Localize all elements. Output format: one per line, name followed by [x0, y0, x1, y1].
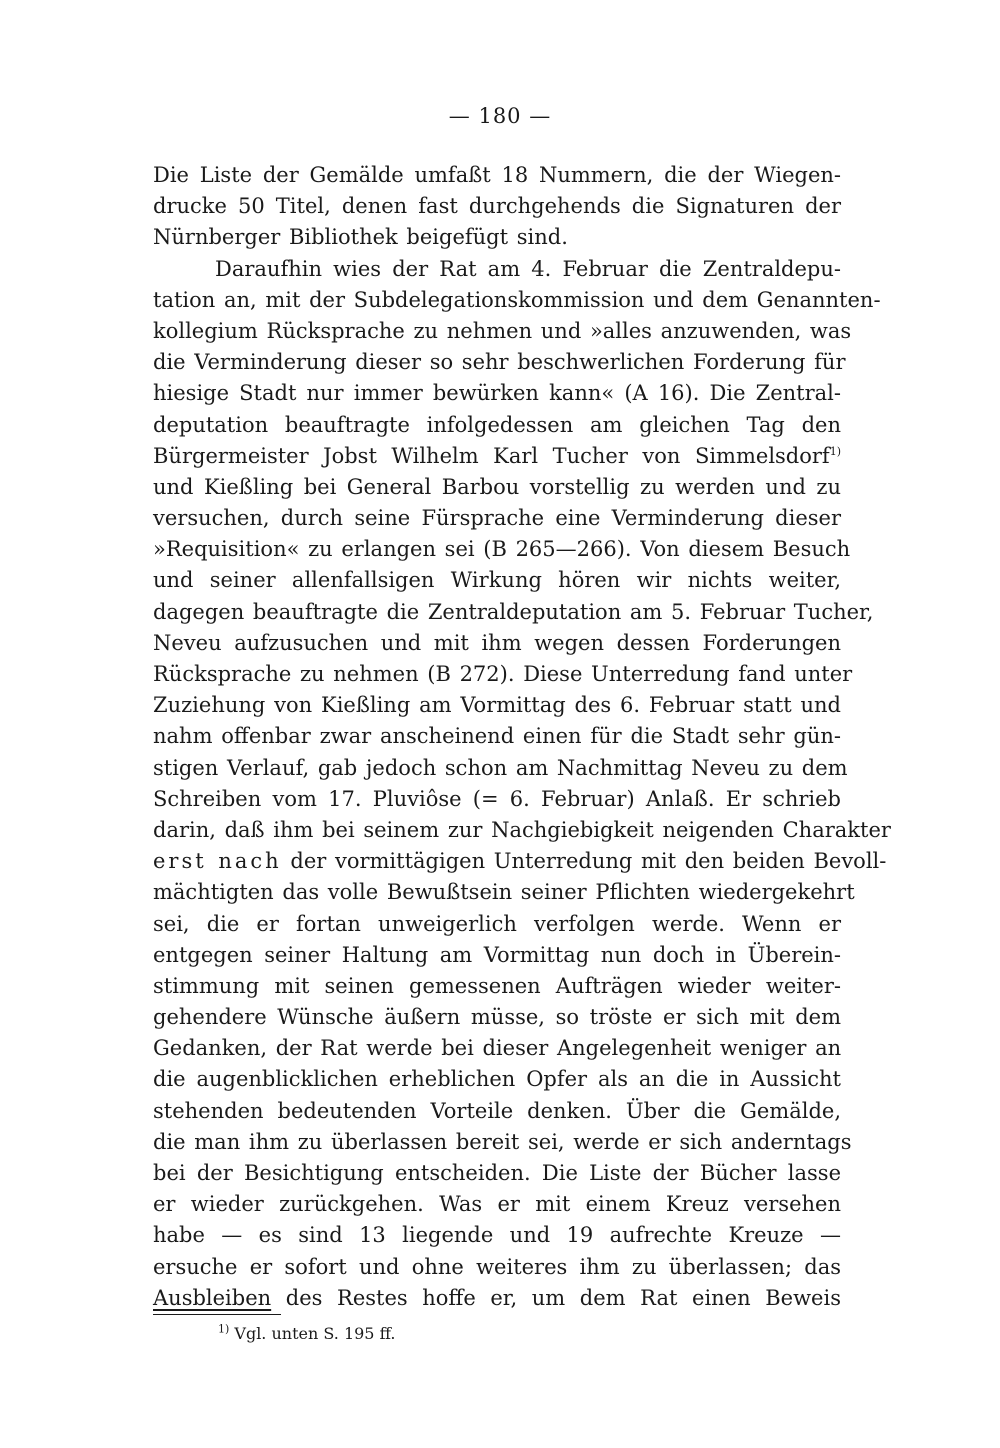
page-number: — 180 — — [448, 104, 552, 128]
text-line: stigen Verlauf, gab jedoch schon am Nachmittag Neveu zu dem — [153, 755, 848, 780]
text-line: gehendere Wünsche äußern müsse, so tröste er sich mit dem — [153, 1005, 841, 1030]
text-line: dagegen beauftragte die Zentraldeputation am 5. Februar Tucher, — [153, 599, 874, 624]
text-line: die man ihm zu überlassen bereit sei, werde er sich anderntags — [153, 1129, 852, 1154]
text-segment: Bürgermeister Jobst Wilhelm Karl Tucher von Simmelsdorf — [153, 443, 830, 468]
text-line: »Requisition« zu erlangen sei (B 265—266). Von diesem Besuch — [153, 537, 851, 562]
text-line: Neveu aufzusuchen und mit ihm wegen dessen Forderungen — [153, 630, 841, 655]
text-line: bei der Besichtigung entscheiden. Die Liste der Bücher lasse — [153, 1161, 841, 1185]
text-line: er wieder zurückgehen. Was er mit einem Kreuz versehen — [153, 1192, 841, 1217]
text-line: tation an, mit der Subdelegationskommission und dem Genannten- — [153, 287, 881, 312]
text-line: ersuche er sofort und ohne weiteres ihm zu überlassen; das — [153, 1254, 841, 1279]
text-line: hiesige Stadt nur immer bewürken kann« (A 16). Die Zentral- — [153, 381, 841, 406]
text-segment: der vormittägigen Unterredung mit den beiden Bevoll- — [290, 849, 887, 874]
text-line: drucke 50 Titel, denen fast durchgehends die Signaturen der — [153, 194, 841, 219]
text-line: entgegen seiner Haltung am Vormittag nun doch in Überein- — [153, 942, 841, 967]
text-line: Rücksprache zu nehmen (B 272). Diese Unterredung fand unter — [153, 662, 853, 686]
text-line: Gedanken, der Rat werde bei dieser Angelegenheit weniger an — [153, 1036, 842, 1061]
text-line: Daraufhin wies der Rat am 4. Februar die Zentraldepu- — [215, 256, 841, 281]
text-line: deputation beauftragte infolgedessen am gleichen Tag den — [153, 412, 841, 437]
text-line: stehenden bedeutenden Vorteile denken. Über die Gemälde, — [153, 1098, 841, 1123]
body-text — [153, 160, 891, 1314]
text-line: versuchen, durch seine Fürsprache eine Verminderung dieser — [153, 506, 841, 531]
text-segment: des Restes hoffe er, um dem Rat einen Beweis — [285, 1285, 841, 1310]
text-line: Zuziehung von Kießling am Vormittag des 6. Februar statt und — [153, 693, 841, 718]
text-line-with-footnote — [153, 441, 841, 472]
underlined-word: Ausbleiben — [153, 1285, 272, 1310]
text-line: Schreiben vom 17. Pluviôse (= 6. Februar) Anlaß. Er schrieb — [153, 786, 841, 811]
text-line: die augenblicklichen erheblichen Opfer als an die in Aussicht — [153, 1067, 841, 1092]
text-line-with-underline — [153, 1283, 841, 1314]
text-line: sei, die er fortan unweigerlich verfolgen werde. Wenn er — [153, 911, 841, 936]
text-line: nahm offenbar zwar anscheinend einen für die Stadt sehr gün- — [153, 724, 841, 749]
text-line: habe — es sind 13 liegende und 19 aufrechte Kreuze — — [153, 1223, 841, 1248]
text-line-with-spaced — [153, 846, 887, 877]
text-line: darin, daß ihm bei seinem zur Nachgiebigkeit neigenden Charakter — [153, 817, 891, 842]
text-line: und Kießling bei General Barbou vorstellig zu werden und zu — [153, 474, 841, 499]
text-line: die Verminderung dieser so sehr beschwerlichen Forderung für — [153, 350, 846, 375]
text-line: Die Liste der Gemälde umfaßt 18 Nummern, die der Wiegen- — [153, 163, 841, 187]
spaced-emphasis: erst nach — [153, 849, 282, 874]
footnote-reference: 1) — [829, 444, 841, 458]
text-line: stimmung mit seinen gemessenen Aufträgen wieder weiter- — [153, 973, 841, 998]
text-line: kollegium Rücksprache zu nehmen und »alles anzuwenden, was — [153, 318, 852, 343]
footnote-marker: 1) — [218, 1322, 230, 1336]
text-line: mächtigten das volle Bewußtsein seiner Pflichten wiedergekehrt — [153, 880, 855, 905]
text-line: Nürnberger Bibliothek beigefügt sind. — [153, 225, 568, 250]
footnote — [218, 1323, 395, 1345]
footnote-text: Vgl. unten S. 195 ff. — [234, 1324, 396, 1343]
footnote-divider — [153, 1314, 281, 1315]
text-line: und seiner allenfallsigen Wirkung hören wir nichts weiter, — [153, 568, 841, 593]
